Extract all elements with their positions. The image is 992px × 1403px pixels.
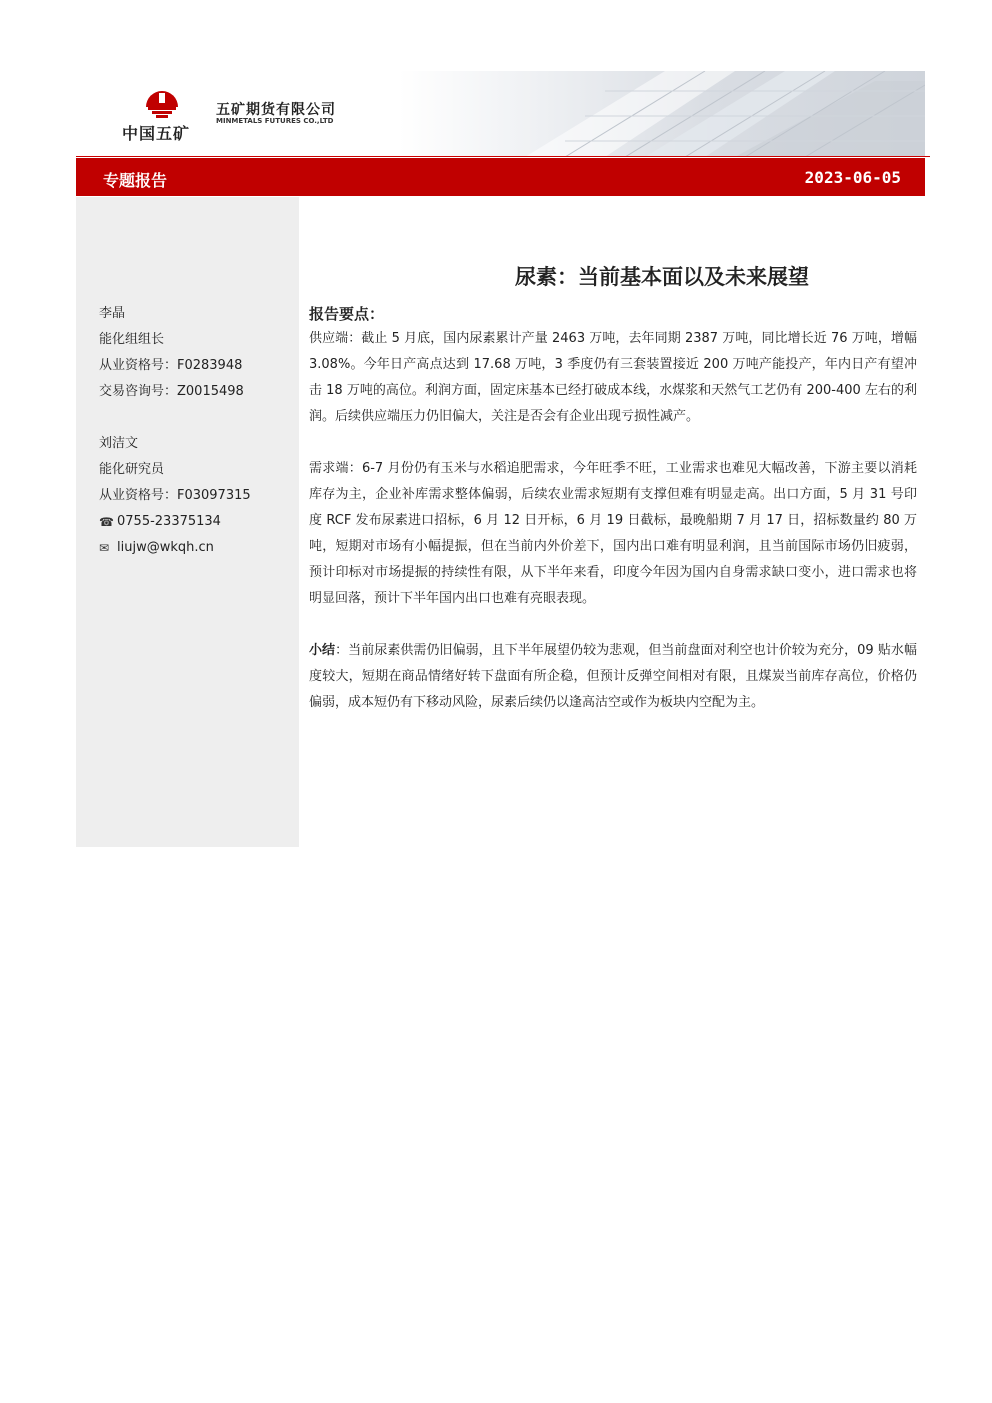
header-divider (76, 156, 930, 157)
header-banner (76, 71, 925, 157)
report-title: 尿素：当前基本面以及未来展望 (515, 265, 809, 289)
summary-label: 小结 (309, 643, 336, 658)
highlights-heading: 报告要点： (309, 305, 385, 323)
company-name-en: MINMETALS FUTURES CO.,LTD (216, 117, 334, 125)
supply-paragraph: 供应端：截止 5 月底，国内尿素累计产量 2463 万吨，去年同期 2387 万吨，同比增长近 76 万吨，增幅 3.08%。今年日产高点达到 17.68 万吨，3 季度仍有三套装置接近 200 万吨产能投产，年内日产有望冲击 18 万吨的高位。利润方面，固定床基本已经打破成本线，水煤浆和天然气工艺仍有 200-400 左右的利润。后续供应端压力仍旧偏大，关注是否会有企业出现亏损性减产。 (309, 331, 917, 424)
report-type-bar (76, 158, 925, 196)
minmetals-logo-icon (142, 85, 182, 121)
author-license: 从业资格号：F03097315 (99, 488, 251, 503)
report-date: 2023-06-05 (804, 168, 901, 187)
report-type: 专题报告 (103, 171, 168, 190)
logo-text: 中国五矿 (122, 124, 191, 143)
author-name: 刘洁文 (99, 436, 139, 451)
demand-paragraph: 需求端：6-7 月份仍有玉米与水稻追肥需求，今年旺季不旺，工业需求也难见大幅改善，下游主要以消耗库存为主，企业补库需求整体偏弱，后续农业需求短期有支撑但难有明显走高。出口方面，5 月 31 号印度 RCF 发布尿素进口招标，6 月 12 日开标，6 月 19 日截标，最晚船期 7 月 17 日，招标数量约 80 万吨，短期对市场有小幅提振，但在当前内外价差下，国内出口难有明显利润，且当前国际市场仍旧疲弱，预计印标对市场提振的持续性有限，从下半年来看，印度今年因为国内自身需求缺口变小，进口需求也将明显回落，预计下半年国内出口也难有亮眼表现。 (309, 461, 917, 606)
report-body (309, 302, 917, 742)
summary-paragraph (309, 638, 917, 716)
author-phone (99, 509, 251, 535)
phone-icon: ☎ (99, 515, 114, 529)
author-sidebar (76, 197, 299, 847)
author-email[interactable] (99, 535, 251, 561)
author-role: 能化研究员 (99, 462, 165, 477)
author-consult-number: 交易咨询号：Z0015498 (99, 384, 244, 399)
building-decoration (405, 71, 925, 157)
author-name: 李晶 (99, 306, 126, 321)
author-card (99, 301, 244, 405)
author-email-address[interactable]: liujw@wkqh.cn (117, 540, 214, 555)
email-icon: ✉ (99, 541, 110, 555)
author-card (99, 431, 251, 561)
summary-text: ：当前尿素供需仍旧偏弱，且下半年展望仍较为悲观，但当前盘面对利空也计价较为充分，09 贴水幅度较大，短期在商品情绪好转下盘面有所企稳，但预计反弹空间相对有限，且煤炭当前库存高位，价格仍偏弱，成本短仍有下移动风险，尿素后续仍以逢高沽空或作为板块内空配为主。 (309, 643, 917, 710)
company-name-cn: 五矿期货有限公司 (216, 102, 336, 118)
author-role: 能化组组长 (99, 332, 165, 347)
author-license: 从业资格号：F0283948 (99, 358, 243, 373)
author-phone-number: 0755-23375134 (117, 514, 221, 529)
